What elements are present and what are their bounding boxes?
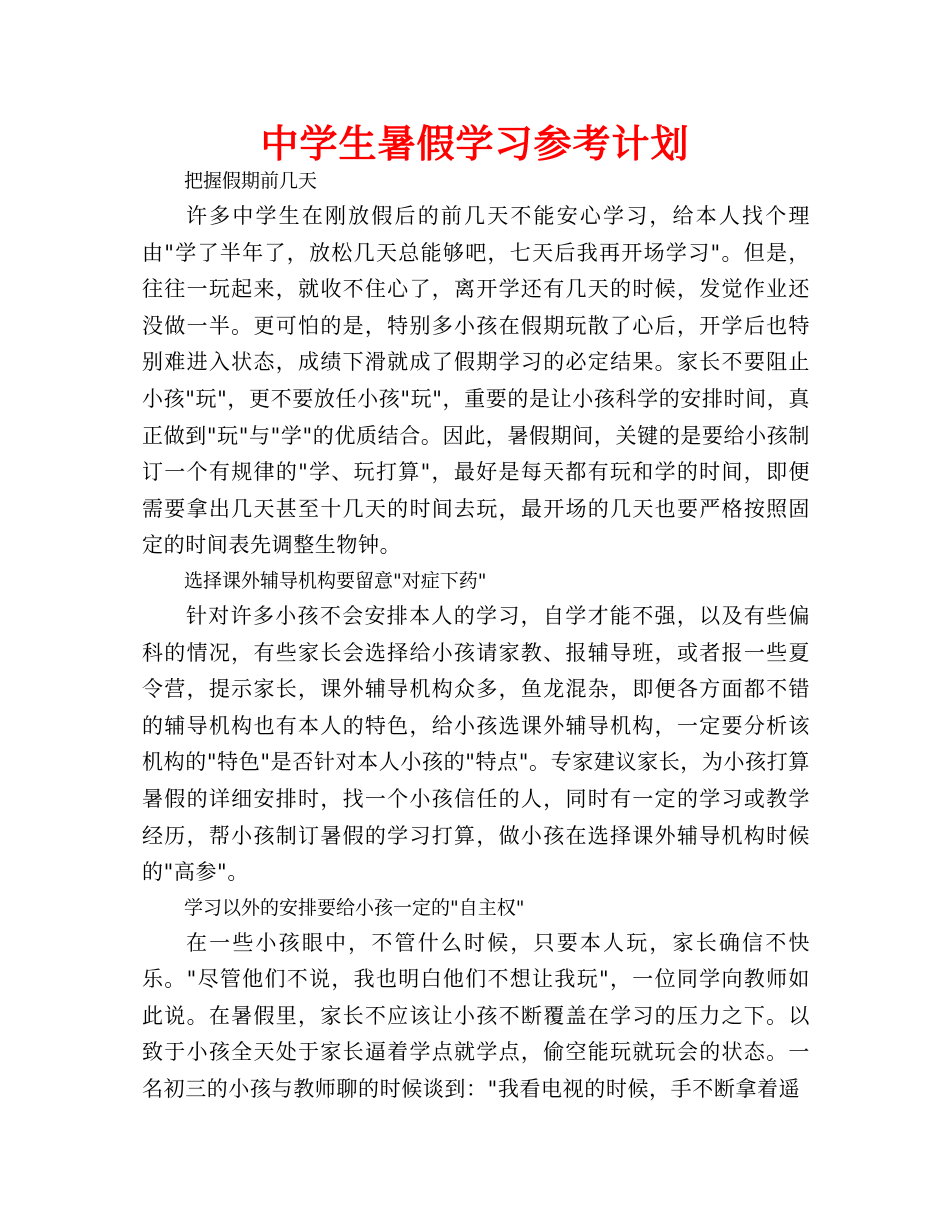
section-heading: 选择课外辅导机构要留意"对症下药" <box>184 569 487 592</box>
section-heading: 学习以外的安排要给小孩一定的"自主权" <box>184 896 525 919</box>
section-paragraph: 针对许多小孩不会安排本人的学习，自学才能不强，以及有些偏科的情况，有些家长会选择给小孩请家教、报辅导班，或者报一些夏令营，提示家长，课外辅导机构众多，鱼龙混杂，即便各方面都不错的辅导机构也有本人的特色，给小孩选课外辅导机构，一定要分析该机构的"特色"是否针对本人小孩的"特点"。专家建议家长，为小孩打算暑假的详细安排时，找一个小孩信任的人，同时有一定的学习或教学经历，帮小孩制订暑假的学习打算，做小孩在选择课外辅导机构时候的"高参"。 <box>142 603 810 885</box>
section-paragraph: 许多中学生在刚放假后的前几天不能安心学习，给本人找个理由"学了半年了，放松几天总能够吧，七天后我再开场学习"。但是，往往一玩起来，就收不住心了，离开学还有几天的时候，发觉作业还没做一半。更可怕的是，特别多小孩在假期玩散了心后，开学后也特别难进入状态，成绩下滑就成了假期学习的必定结果。家长不要阻止小孩"玩"，更不要放任小孩"玩"，重要的是让小孩科学的安排时间，真正做到"玩"与"学"的优质结合。因此，暑假期间，关键的是要给小孩制订一个有规律的"学、玩打算"，最好是每天都有玩和学的时间，即便需要拿出几天甚至十几天的时间去玩，最开场的几天也要严格按照固定的时间表先调整生物钟。 <box>142 204 810 558</box>
document-body <box>142 164 810 1108</box>
section-heading: 把握假期前几天 <box>184 170 318 192</box>
document-title: 中学生暑假学习参考计划 <box>260 122 690 166</box>
section-paragraph: 在一些小孩眼中，不管什么时候，只要本人玩，家长确信不快乐。"尽管他们不说，我也明白他们不想让我玩"，一位同学向教师如此说。在暑假里，家长不应该让小孩不断覆盖在学习的压力之下。以致于小孩全天处于家长逼着学点就学点，偷空能玩就玩会的状态。一名初三的小孩与教师聊的时候谈到："我看电视的时候，手不断拿着遥 <box>142 930 810 1102</box>
